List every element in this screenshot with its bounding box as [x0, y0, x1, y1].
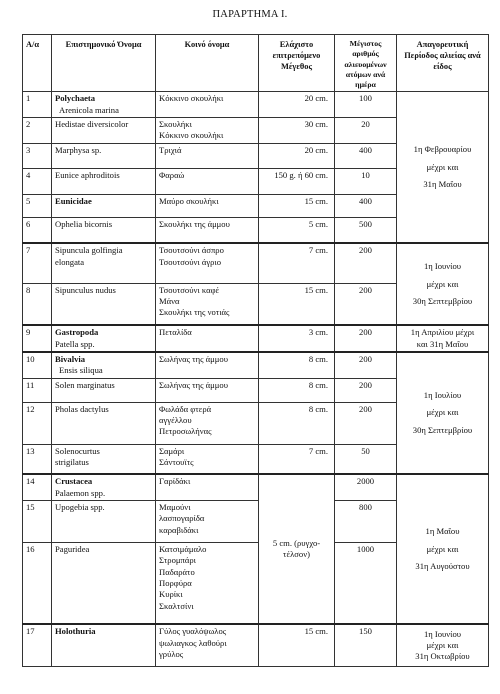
table-row [23, 624, 489, 666]
row-number: 4 [23, 168, 52, 194]
row-number: 10 [23, 352, 52, 378]
common-name: Μαμούνι λασπογαρίδα καραβιδάκι [156, 500, 259, 542]
header-row [23, 35, 489, 92]
common-name: Πεταλίδα [156, 325, 259, 352]
scientific-name: Eunice aphroditois [52, 168, 156, 194]
closed-period: 1η Ιουνίου μέχρι και 30η Σεπτεμβρίου [397, 243, 489, 325]
max-count: 100 [335, 92, 397, 118]
closed-period: 1η Απριλίου μέχρι και 31η Μαΐου [397, 325, 489, 352]
header-min-size: Ελάχιστο επιτρεπόμενο Μέγεθος [259, 35, 335, 92]
closed-period: 1η Ιουλίου μέχρι και 30η Σεπτεμβρίου [397, 352, 489, 474]
scientific-name: Pholas dactylus [52, 402, 156, 444]
min-size: 8 cm. [259, 402, 335, 444]
max-count: 800 [335, 500, 397, 542]
common-name: Σκουλήκι Κόκκινο σκουλήκι [156, 118, 259, 144]
scientific-name: Sipunculus nudus [52, 283, 156, 325]
common-name: Κόκκινο σκουλήκι [156, 92, 259, 118]
min-size: 150 g. ή 60 cm. [259, 168, 335, 194]
scientific-name: Sipuncula golfingia elongata [52, 243, 156, 283]
scientific-name: Holothuria [52, 624, 156, 666]
common-name: Σκουλήκι της άμμου [156, 217, 259, 243]
common-name: Φωλάδα φτερά αγγέλλου Πετροσωλήνας [156, 402, 259, 444]
max-count: 1000 [335, 542, 397, 624]
min-size: 15 cm. [259, 283, 335, 325]
common-name: Μαύρο σκουλήκι [156, 194, 259, 217]
scientific-name: Paguridea [52, 542, 156, 624]
row-number: 17 [23, 624, 52, 666]
row-number: 13 [23, 444, 52, 474]
closed-period: 1η Μαΐου μέχρι και 31η Αυγούστου [397, 474, 489, 624]
common-name: Σωλήνας της άμμου [156, 378, 259, 402]
max-count: 10 [335, 168, 397, 194]
row-number: 9 [23, 325, 52, 352]
min-size: 8 cm. [259, 352, 335, 378]
scientific-name: Marphysa sp. [52, 143, 156, 168]
table-row [23, 325, 489, 352]
max-count: 500 [335, 217, 397, 243]
common-name: Σαμάρι Σάντουϊτς [156, 444, 259, 474]
common-name: Κατσιμάμαλο Στρομπάρι Παδαράτο Πορφύρα Κυρίκι Σκαλτσίνι [156, 542, 259, 624]
min-size: 15 cm. [259, 624, 335, 666]
row-number: 8 [23, 283, 52, 325]
min-size: 5 cm. [259, 217, 335, 243]
max-count: 400 [335, 143, 397, 168]
min-size: 30 cm. [259, 118, 335, 144]
max-count: 400 [335, 194, 397, 217]
scientific-name: Polychaeta Arenicola marina [52, 92, 156, 118]
scientific-name: Crustacea Palaemon spp. [52, 474, 156, 500]
max-count: 20 [335, 118, 397, 144]
min-size: 20 cm. [259, 92, 335, 118]
row-number: 15 [23, 500, 52, 542]
shared-min-size: 5 cm. (ρυγχο-τέλσον) [272, 537, 321, 560]
header-closed-period: Απαγορευτική Περίοδος αλιείας ανά είδος [397, 35, 489, 92]
max-count: 200 [335, 325, 397, 352]
min-size: 7 cm. [259, 444, 335, 474]
min-size: 3 cm. [259, 325, 335, 352]
scientific-name: Solen marginatus [52, 378, 156, 402]
table-row [23, 474, 489, 500]
row-number: 14 [23, 474, 52, 500]
max-count: 200 [335, 352, 397, 378]
max-count: 50 [335, 444, 397, 474]
common-name: Τριχιά [156, 143, 259, 168]
closed-period: 1η Φεβρουαρίου μέχρι και 31η Μαΐου [397, 92, 489, 243]
common-name: Γαρίδάκι [156, 474, 259, 500]
common-name: Γύλος γυαλόψωλος ψωλιαγκος λαθούρι γρύλος [156, 624, 259, 666]
header-aa: Α/α [23, 35, 52, 92]
row-number: 3 [23, 143, 52, 168]
row-number: 12 [23, 402, 52, 444]
min-size: 8 cm. [259, 378, 335, 402]
max-count: 200 [335, 243, 397, 283]
row-number: 5 [23, 194, 52, 217]
min-size [259, 474, 335, 624]
table-row [23, 243, 489, 283]
row-number: 1 [23, 92, 52, 118]
table-row [23, 352, 489, 378]
header-max-count: Μέγιστος αριθμός αλιευομένων ατόμων ανά ημέρα [335, 35, 397, 92]
table-row [23, 92, 489, 118]
max-count: 150 [335, 624, 397, 666]
max-count: 2000 [335, 474, 397, 500]
header-common-name: Κοινό όνομα [156, 35, 259, 92]
scientific-name: Hedistae diversicolor [52, 118, 156, 144]
species-table [22, 34, 489, 667]
max-count: 200 [335, 402, 397, 444]
common-name: Τσουτσούνι άσπρο Τσουτσούνι άγριο [156, 243, 259, 283]
row-number: 7 [23, 243, 52, 283]
row-number: 2 [23, 118, 52, 144]
common-name: Τσουτσούνι καφέ Μάνα Σκουλήκι της νοτιάς [156, 283, 259, 325]
header-scientific-name: Επιστημονικό Όνομα [52, 35, 156, 92]
scientific-name: Upogebia spp. [52, 500, 156, 542]
max-count: 200 [335, 378, 397, 402]
min-size: 7 cm. [259, 243, 335, 283]
row-number: 16 [23, 542, 52, 624]
closed-period: 1η Ιουνίου μέχρι και 31η Οκτωβρίου [397, 624, 489, 666]
scientific-name: Ophelia bicornis [52, 217, 156, 243]
common-name: Σωλήνας της άμμου [156, 352, 259, 378]
scientific-name: Solenocurtus strigilatus [52, 444, 156, 474]
common-name: Φαραώ [156, 168, 259, 194]
row-number: 11 [23, 378, 52, 402]
row-number: 6 [23, 217, 52, 243]
max-count: 200 [335, 283, 397, 325]
scientific-name: Eunicidae [52, 194, 156, 217]
page-title: ΠΑΡΑΡΤΗΜΑ Ι. [212, 9, 288, 20]
min-size: 15 cm. [259, 194, 335, 217]
scientific-name: Gastropoda Patella spp. [52, 325, 156, 352]
scientific-name: Bivalvia Ensis siliqua [52, 352, 156, 378]
min-size: 20 cm. [259, 143, 335, 168]
